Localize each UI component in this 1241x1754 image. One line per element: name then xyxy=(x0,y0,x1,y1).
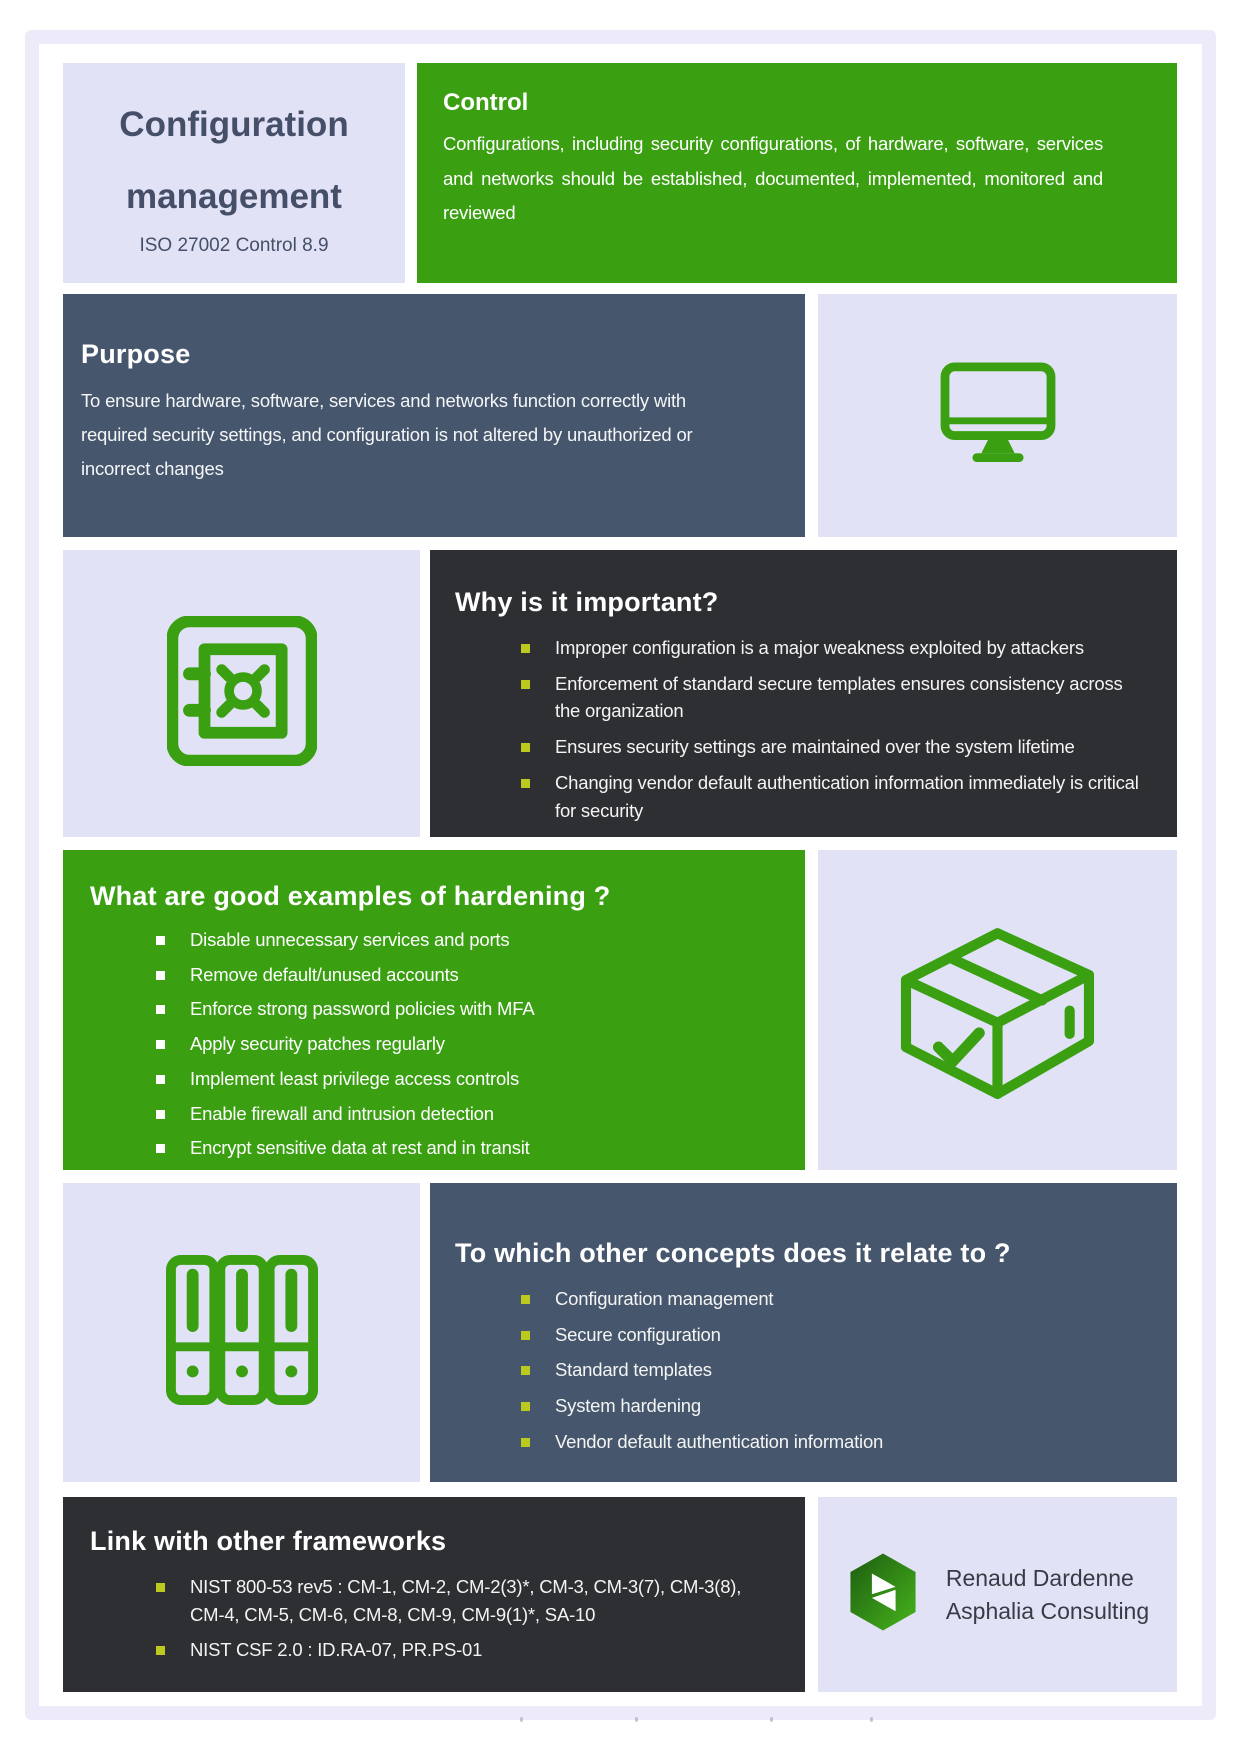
bullet-item: NIST 800-53 rev5 : CM-1, CM-2, CM-2(3)*, CM-3, CM-3(7), CM-3(8), CM-4, CM-5, CM-6, CM-8, CM-9, CM-9(1)*, SA-10 xyxy=(156,1573,765,1629)
bullet-item: Enable firewall and intrusion detection xyxy=(156,1100,775,1128)
bullet-item: Implement least privilege access controls xyxy=(156,1065,775,1093)
square-bullet-icon xyxy=(521,680,530,689)
stray-mark xyxy=(520,1717,523,1722)
monitor-icon-card xyxy=(818,294,1177,537)
square-bullet-icon xyxy=(156,1040,165,1049)
bullet-item: Apply security patches regularly xyxy=(156,1030,775,1058)
square-bullet-icon xyxy=(156,1075,165,1084)
square-bullet-icon xyxy=(521,779,530,788)
control-card xyxy=(417,63,1177,283)
monitor-icon xyxy=(939,361,1057,470)
frameworks-heading: Link with other frameworks xyxy=(90,1526,447,1556)
stray-mark xyxy=(635,1717,638,1722)
bullet-item: Secure configuration xyxy=(521,1321,1147,1349)
archive-binders-icon xyxy=(166,1254,318,1411)
frameworks-bullet-list xyxy=(90,1573,765,1664)
title-card xyxy=(63,63,405,283)
bullet-item: Configuration management xyxy=(521,1285,1147,1313)
bullet-item: Remove default/unused accounts xyxy=(156,961,775,989)
package-box-icon xyxy=(893,915,1103,1105)
square-bullet-icon xyxy=(156,936,165,945)
related-heading: To which other concepts does it relate to ? xyxy=(455,1238,1011,1268)
binders-icon-card xyxy=(63,1183,420,1482)
bullet-item: System hardening xyxy=(521,1392,1147,1420)
bullet-item: Changing vendor default authentication information immediately is critical for security xyxy=(521,769,1147,825)
asphalia-hexagon-logo-icon xyxy=(846,1551,920,1638)
square-bullet-icon xyxy=(521,1295,530,1304)
hardening-heading: What are good examples of hardening ? xyxy=(90,881,611,911)
brand-card xyxy=(818,1497,1177,1692)
why-bullet-list xyxy=(455,634,1147,825)
brand-company: Asphalia Consulting xyxy=(945,1597,1150,1624)
square-bullet-icon xyxy=(521,1366,530,1375)
square-bullet-icon xyxy=(521,1402,530,1411)
square-bullet-icon xyxy=(521,1438,530,1447)
square-bullet-icon xyxy=(156,1005,165,1014)
brand-text xyxy=(946,1562,1149,1627)
square-bullet-icon xyxy=(156,1583,165,1592)
brand-name: Renaud Dardenne xyxy=(945,1564,1134,1591)
bullet-item: Vendor default authentication information xyxy=(521,1428,1147,1456)
safe-icon-card xyxy=(63,550,420,837)
hardening-bullet-list xyxy=(90,926,775,1162)
why-heading: Why is it important? xyxy=(455,587,719,617)
stray-mark xyxy=(770,1717,773,1722)
safe-vault-icon xyxy=(167,616,317,771)
frameworks-card xyxy=(63,1497,805,1692)
hardening-card xyxy=(63,850,805,1170)
square-bullet-icon xyxy=(156,1110,165,1119)
bullet-item: Disable unnecessary services and ports xyxy=(156,926,775,954)
bullet-item: Ensures security settings are maintained over the system lifetime xyxy=(521,733,1147,761)
square-bullet-icon xyxy=(521,644,530,653)
package-icon-card xyxy=(818,850,1177,1170)
page-title: Configuration management xyxy=(119,105,349,216)
purpose-body: To ensure hardware, software, services and networks function correctly with required security settings, and configuration is not altered by unauthorized or incorrect changes xyxy=(81,389,693,480)
bullet-item: Enforcement of standard secure templates ensures consistency across the organization xyxy=(521,670,1147,726)
control-body: Configurations, including security configurations, of hardware, software, services and networks should be established, documented, implemented, monitored and reviewed xyxy=(443,133,1103,224)
purpose-card xyxy=(63,294,805,537)
control-heading: Control xyxy=(443,89,529,116)
page-subtitle: ISO 27002 Control 8.9 xyxy=(139,234,329,256)
square-bullet-icon xyxy=(521,1331,530,1340)
square-bullet-icon xyxy=(521,743,530,752)
square-bullet-icon xyxy=(156,1646,165,1655)
square-bullet-icon xyxy=(156,1144,165,1153)
why-important-card xyxy=(430,550,1177,837)
bullet-item: Improper configuration is a major weakness exploited by attackers xyxy=(521,634,1147,662)
purpose-heading: Purpose xyxy=(81,339,191,369)
related-concepts-card xyxy=(430,1183,1177,1482)
bullet-item: NIST CSF 2.0 : ID.RA-07, PR.PS-01 xyxy=(156,1636,765,1664)
bullet-item: Standard templates xyxy=(521,1356,1147,1384)
bullet-item: Encrypt sensitive data at rest and in transit xyxy=(156,1134,775,1162)
related-bullet-list xyxy=(455,1285,1147,1456)
bullet-item: Enforce strong password policies with MFA xyxy=(156,995,775,1023)
stray-mark xyxy=(870,1717,873,1722)
square-bullet-icon xyxy=(156,971,165,980)
